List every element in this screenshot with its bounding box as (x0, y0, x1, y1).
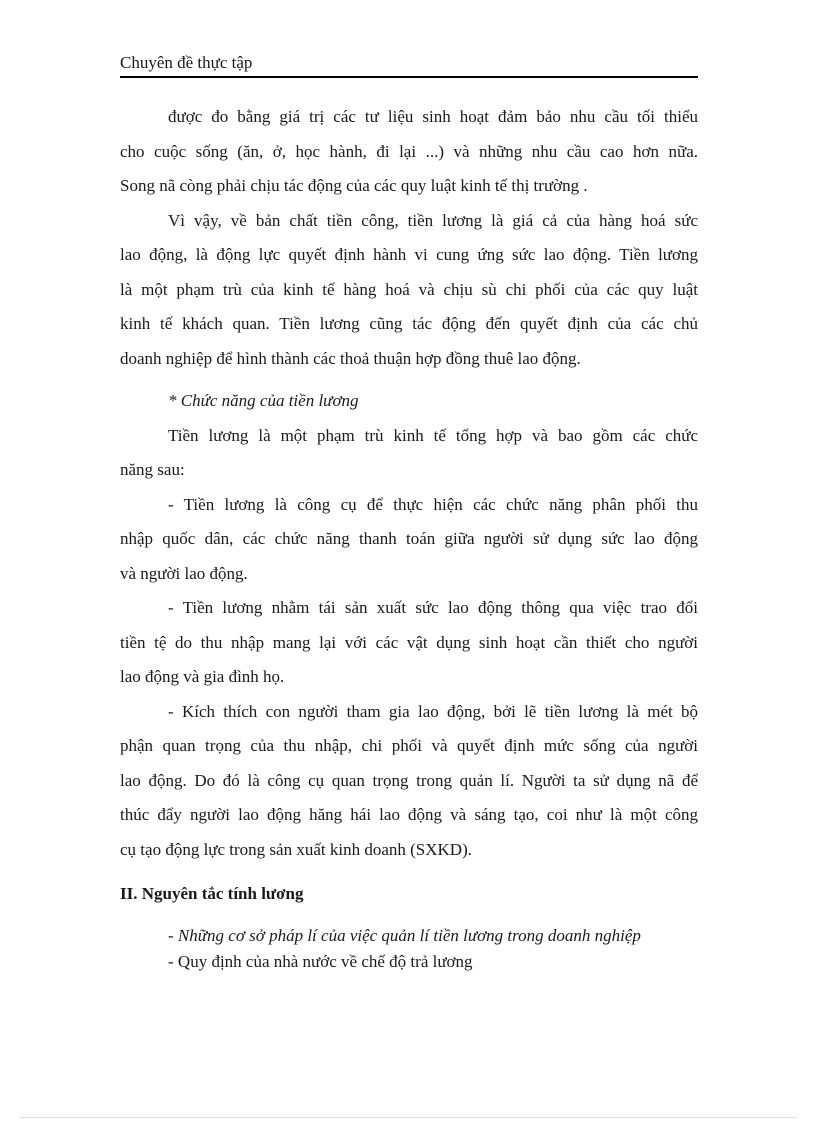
paragraph-line: thúc đẩy người lao động hăng hái lao động và sáng tạo, coi như là một công (120, 805, 698, 824)
paragraph-line: phận quan trọng của thu nhập, chi phối và quyết định mức sống của người (120, 736, 698, 755)
paragraph-2 (120, 204, 698, 377)
paragraph-line: lao động, là động lực quyết định hành vi cung ứng sức lao động. Tiền lương (120, 245, 698, 264)
header-title: Chuyên đề thực tập (120, 53, 253, 72)
page-bottom-border (20, 1117, 796, 1118)
paragraph-6 (120, 695, 698, 868)
paragraph-line: năng sau: (120, 460, 185, 479)
paragraph-line: * Chức năng của tiền lương (168, 391, 359, 410)
section-item-1 (120, 923, 698, 949)
paragraph-line: - Kích thích con người tham gia lao động, bởi lẽ tiền lương là mét bộ (168, 701, 698, 721)
paragraph-line: cho cuộc sống (ăn, ở, học hành, đi lại ...) và những nhu cầu cao hơn nữa. (120, 141, 698, 161)
paragraph-3 (120, 419, 698, 488)
paragraph-line: doanh nghiệp để hình thành các thoả thuận hợp đồng thuê lao động. (120, 348, 581, 368)
paragraph-line: được đo bằng giá trị các tư liệu sinh hoạt đảm bảo nhu cầu tối thiểu (168, 107, 698, 126)
document-body (120, 100, 698, 975)
paragraph-5 (120, 591, 698, 695)
paragraph-line: và người lao động. (120, 563, 248, 583)
paragraph-line: Tiền lương là một phạm trù kinh tế tổng hợp và bao gồm các chức (168, 425, 698, 445)
paragraph-line: lao động và gia đình họ. (120, 667, 285, 686)
paragraph-line: Vì vậy, về bản chất tiền công, tiền lương là giá cả của hàng hoá sức (168, 210, 698, 230)
paragraph-line: kinh tế khách quan. Tiền lương cũng tác động đến quyết định của các chủ (120, 314, 698, 333)
paragraph-line: cụ tạo động lực trong sản xuất kinh doanh (SXKD). (120, 839, 472, 859)
spacer (120, 376, 698, 384)
section-heading: II. Nguyên tắc tính lương (120, 884, 304, 903)
list-item: - Những cơ sở pháp lí của việc quản lí tiền lương trong doanh nghiệp (168, 926, 641, 945)
paragraph-line: tiền tệ do thu nhập mang lại với các vật dụng sinh hoạt cần thiết cho người (120, 632, 698, 652)
paragraph-4 (120, 488, 698, 592)
page-header (120, 52, 698, 78)
paragraph-line: - Tiền lương nhằm tái sản xuất sức lao động thông qua việc trao đổi (168, 598, 698, 617)
section-item-2 (120, 949, 698, 975)
paragraph-line: lao động. Do đó là công cụ quan trọng trong quản lí. Người ta sử dụng nã để (120, 770, 698, 790)
paragraph-line: nhập quốc dân, các chức năng thanh toán giữa người sử dụng sức lao động (120, 529, 698, 548)
list-item: - Quy định của nhà nước về chế độ trả lương (168, 952, 473, 971)
paragraph-line: Song nã còng phải chịu tác động của các quy luật kinh tế thị trường . (120, 176, 588, 195)
paragraph-line: là một phạm trù của kinh tế hàng hoá và chịu sù chi phối của các quy luật (120, 279, 698, 299)
subheading-functions (120, 384, 698, 419)
paragraph-1-cont (120, 135, 698, 204)
paragraph-1 (120, 100, 698, 135)
paragraph-line: - Tiền lương là công cụ để thực hiện các chức năng phân phối thu (168, 494, 698, 514)
